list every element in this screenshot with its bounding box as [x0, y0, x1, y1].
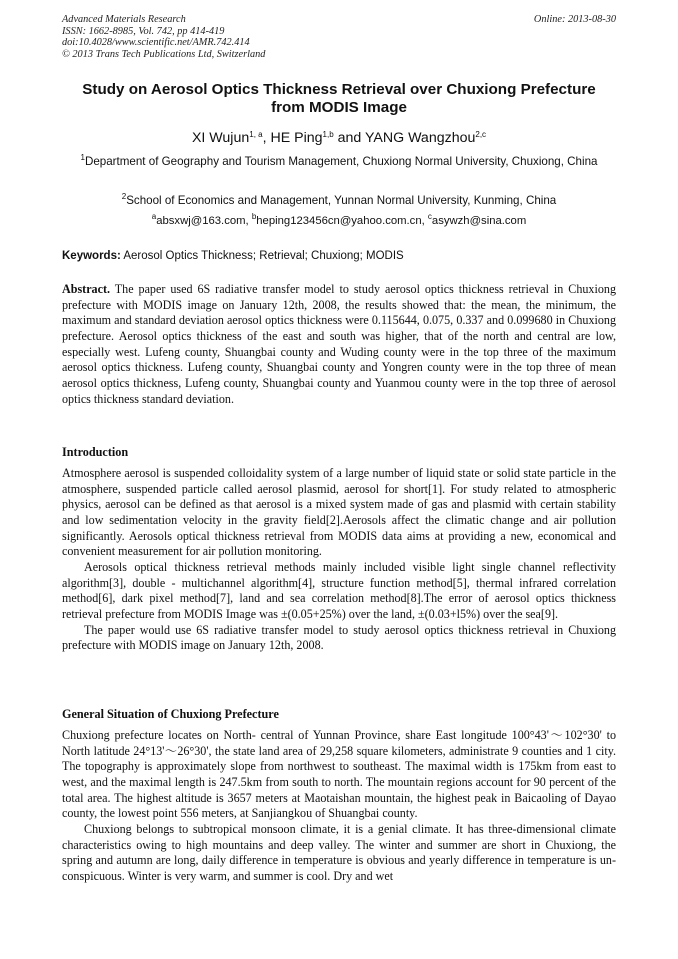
journal-name: Advanced Materials Research [62, 14, 186, 25]
paragraph: Chuxiong belongs to subtropical monsoon climate, it is a genial climate. It has three-dimensional climate characteristics owing to high mountains and deep valley. The winter and summer are short in Chuxiong, the spring and autumn are long, daily difference in temperature is obvious and yearly difference in temperature is un-conspicuous. Winter is very warm, and summer is cool. Dry and wet [62, 821, 616, 883]
abstract-text: The paper used 6S radiative transfer model to study aerosol optics thickness retrieval in Chuxiong prefecture with MODIS image on January 12th, 2008, the results showed that: the mean, the minimum, the maximum and standard deviation aerosol optics thickness were 0.115644, 0.075, 0.337 and 0.099680 in Chuxiong prefecture. Aerosol optics thickness of the east and south was higher, that of the north and central are low, especially west. Lufeng county, Shuangbai county and Wuding county were in the top three of the maximum aerosol optics thickness. Lufeng county, Shuangbai county and Yongren county were in the top three of mean aerosol optics thickness, Lufeng county, Shuangbai county and Yuanmou county were in the top three of aerosol optics thickness standard deviation. [62, 282, 616, 406]
paragraph: Aerosols optical thickness retrieval methods mainly included visible light single channel reflectivity algorithm[3], double - multichannel algorithm[4], structure function method[5], thermal infrared correlation method[6], dark pixel method[7], land and sea correlation method[8].The error of aerosol optics thickness retrieval prefecture from MODIS Image was ±(0.05+25%) over the land, ±(0.03+l5%) over the sea[9]. [62, 559, 616, 621]
title-line-2: from MODIS Image [271, 99, 407, 116]
title-line-1: Study on Aerosol Optics Thickness Retrieval over Chuxiong Prefecture [82, 81, 596, 98]
abstract [62, 282, 616, 407]
keywords-text: Aerosol Optics Thickness; Retrieval; Chuxiong; MODIS [123, 250, 404, 262]
affiliation-sup: 2 [121, 192, 127, 201]
abstract-label: Abstract. [62, 282, 111, 296]
author-separator: and [333, 130, 365, 146]
email-sup: c [427, 212, 432, 221]
author-name: YANG Wangzhou [364, 130, 476, 146]
email-list [62, 214, 616, 229]
copyright-line: © 2013 Trans Tech Publications Ltd, Switzerland [62, 48, 266, 60]
author-list [40, 129, 638, 147]
section-heading: General Situation of Chuxiong Prefecture [62, 707, 279, 721]
paragraph: The paper would use 6S radiative transfer model to study aerosol optics thickness retrieval in Chuxiong prefecture with MODIS image on January 12th, 2008. [62, 622, 616, 653]
email-address[interactable]: heping123456cn@yahoo.com.cn [256, 215, 422, 227]
keywords [62, 249, 616, 264]
affiliation-1 [62, 154, 616, 169]
introduction-section [62, 445, 616, 654]
author-separator: , [262, 130, 271, 146]
email-sup: b [251, 212, 257, 221]
paper-title [40, 81, 638, 117]
paragraph: Chuxiong prefecture locates on North- central of Yunnan Province, share East longitude 100°43'～102°30' to North latitude 24°13'～26°30', the state land area of 29,258 square kilometers, administrate 9 counties and 1 city. The topography is approximately slope from northwest to southeast. The maximal width is 175km from east to west, and the maximal length is 247.5km from south to north. The mountain regions account for 90 percent of the total area. The highest altitude is 3657 meters at Maotaishan mountain, the highest peak in Baicaoling of Dayao county, the lowest point 556 meters, at Sanjiangkou of Shuangbai county. [62, 728, 616, 821]
affiliation-text: School of Economics and Management, Yunnan Normal University, Kunming, China [126, 194, 557, 207]
general-situation-section [62, 707, 616, 885]
affiliation-sup: 1 [80, 153, 85, 162]
email-address[interactable]: absxwj@163.com [156, 215, 246, 227]
author-sup: 1, a [249, 130, 263, 139]
author-name: XI Wujun [191, 130, 250, 146]
online-date: Online: 2013-08-30 [533, 14, 616, 25]
doi-line: doi:10.4028/www.scientific.net/AMR.742.414 [62, 37, 250, 49]
keywords-label: Keywords: [62, 250, 121, 262]
author-sup: 1,b [322, 130, 334, 139]
email-sup: a [151, 212, 157, 221]
affiliation-2 [62, 193, 616, 208]
issn-line: ISSN: 1662-8985, Vol. 742, pp 414-419 [62, 25, 225, 37]
journal-header [62, 14, 616, 60]
email-separator: , [421, 215, 428, 227]
email-separator: , [245, 215, 252, 227]
email-address[interactable]: asywzh@sina.com [431, 215, 527, 227]
affiliation-text: Department of Geography and Tourism Management, Chuxiong Normal University, Chuxiong, China [84, 155, 598, 168]
author-sup: 2,c [475, 130, 487, 139]
section-heading: Introduction [62, 445, 129, 459]
author-name: HE Ping [270, 130, 323, 146]
paragraph: Atmosphere aerosol is suspended colloidality system of a large number of liquid state or solid state particle in the atmosphere, suspended particle called aerosol plasmid, aerosol for short[1]. For study related to atmospheric physics, aerosol can be defined as that aerosol is a mixed system made of gas and plasmid with certain stability and low sedimentation velocity in the gravity field[2].Aerosols affect the climatic change and air pollution significantly. Aerosols optical thickness retrieval from MODIS data aims at providing a new, economical and convenient measurement for air pollution monitoring. [62, 466, 616, 559]
